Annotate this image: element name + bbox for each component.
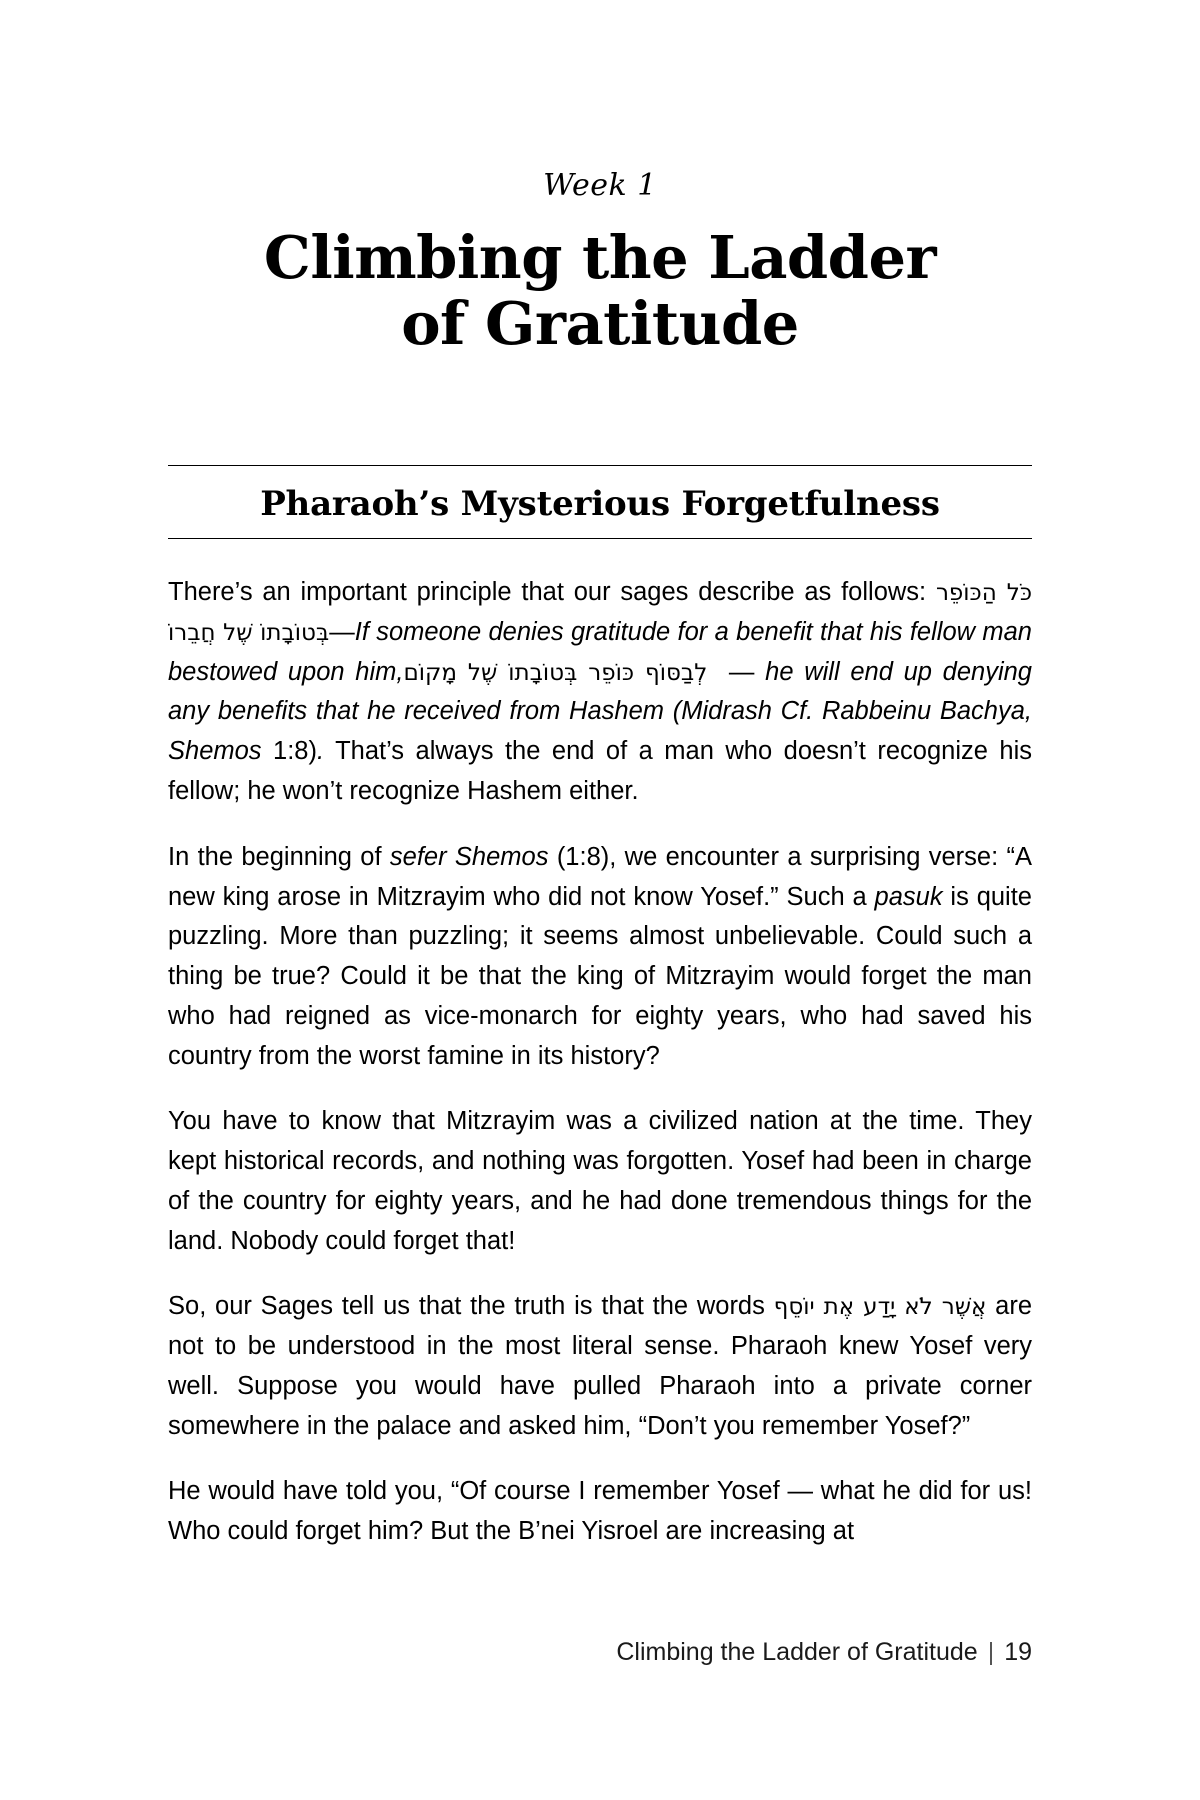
page-content xyxy=(168,0,1032,1552)
p1-italic-3: Midrash Cf. Rabbeinu Bachya, Shemos xyxy=(168,697,1032,766)
paragraph-2 xyxy=(168,838,1032,1077)
p1-italic-4: . xyxy=(316,737,325,766)
footer-separator: | xyxy=(987,1638,995,1666)
p4-seg1: So, our Sages tell us that the truth is that the words xyxy=(168,1292,774,1321)
p1-seg4: 1:8) xyxy=(261,737,317,766)
p1-hebrew-1: כֹּל הַכּוֹפֵר בְּטוֹבָתוֹ שֶׁל חֲבֵרוֹ xyxy=(168,580,1032,646)
body-text xyxy=(168,573,1032,1552)
footer-running-title: Climbing the Ladder of Gratitude xyxy=(616,1638,978,1666)
page-title xyxy=(168,225,1032,357)
p2-italic-2: pasuk xyxy=(874,882,943,911)
paragraph-1 xyxy=(168,573,1032,812)
p4-hebrew-1: אֲשֶׁר לֹא יָדַע אֶת יוֹסֵף xyxy=(773,1294,987,1321)
p1-seg5: That’s always the end of a man who doesn’t recognize his fellow; he won’t recognize Hashem either. xyxy=(168,737,1032,805)
section-header-block xyxy=(168,465,1032,539)
p1-seg2: — xyxy=(329,617,355,646)
section-heading: Pharaoh’s Mysterious Forgetfulness xyxy=(260,484,940,525)
chapter-title-line-1: Climbing the Ladder xyxy=(263,223,937,292)
p2-italic-1: sefer Shemos xyxy=(389,842,549,871)
rule-bottom xyxy=(168,538,1032,539)
p2-seg1: In the beginning of xyxy=(168,842,390,871)
p2-seg2: (1:8), we encounter a surprising verse: “A new king arose in Mitzrayim who did not know Yosef.” Such a xyxy=(168,842,1032,911)
week-label: Week 1 xyxy=(543,168,657,203)
page-footer xyxy=(168,1638,1032,1667)
p1-italic-1: If someone denies gratitude for a benefit that his fellow man bestowed upon him, xyxy=(168,617,1032,686)
p4-seg2: are not to be understood in the most literal sense. Pharaoh knew Yosef very well. Suppose you would have pulled Pharaoh into a private corner somewhere in the palace and asked him, “Don’t you remember Yosef?” xyxy=(168,1292,1033,1440)
paragraph-5: He would have told you, “Of course I remember Yosef — what he did for us! Who could forget him? But the B’nei Yisroel are increasing at xyxy=(168,1477,1032,1546)
paragraph-3: You have to know that Mitzrayim was a civilized nation at the time. They kept historical records, and nothing was forgotten. Yosef had been in charge of the country for eighty years, and he had done tremendous things for the land. Nobody could forget that! xyxy=(168,1107,1032,1255)
p1-seg1: There’s an important principle that our sages describe as follows: xyxy=(168,578,936,607)
p1-seg3: — xyxy=(718,657,766,686)
paragraph-4 xyxy=(168,1287,1032,1446)
p1-hebrew-2: לְבַסּוֹף כּוֹפֵר בְּטוֹבָתוֹ שֶׁל מָקוֹם xyxy=(403,659,719,686)
p2-seg3: is quite puzzling. More than puzzling; it seems almost unbelievable. Could such a thing be true? Could it be that the king of Mitzrayim would forget the man who had reigned as vice-monarch for eighty years, who had saved his country from the worst famine in its history? xyxy=(168,882,1032,1070)
chapter-title-line-2: of Gratitude xyxy=(401,289,799,359)
page-number: 19 xyxy=(1004,1638,1032,1666)
p1-italic-2: he will end up denying any benefits that he received from Hashem ( xyxy=(168,657,1032,726)
